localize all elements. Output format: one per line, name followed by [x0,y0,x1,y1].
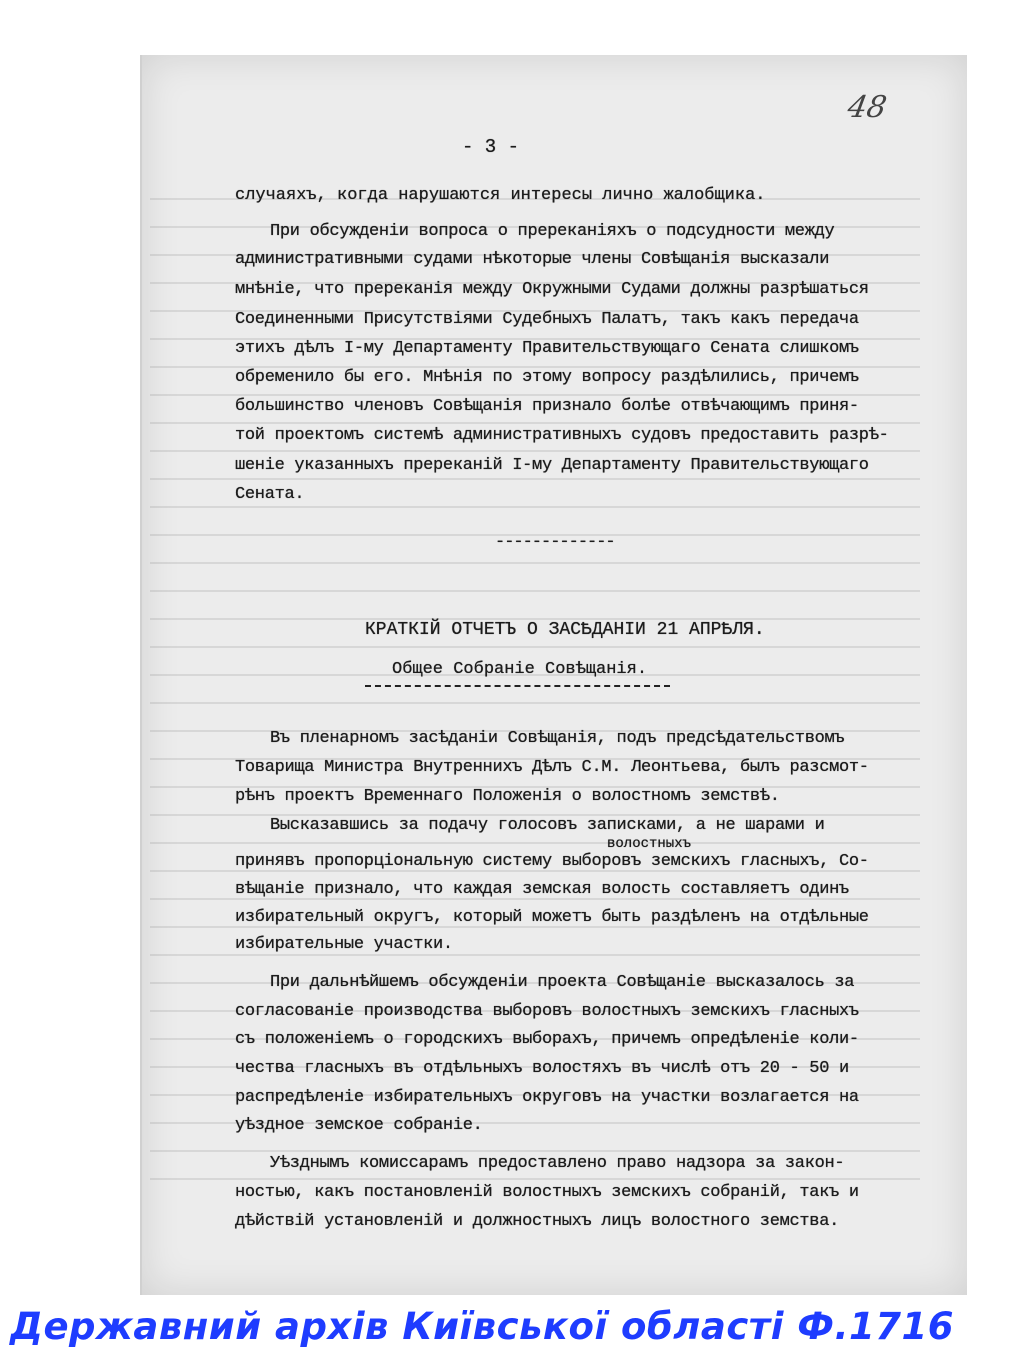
text-line: той проектомъ системѣ административныхъ судовъ предоставить разрѣ- [235,426,889,445]
text-line: съ положенiемъ о городскихъ выборахъ, причемъ опредѣленiе коли- [235,1030,859,1049]
text-line: Соединенными Присутствiями Судебныхъ Палатъ, такъ какъ передача [235,310,859,329]
text-line: согласованiе производства выборовъ волостныхъ земскихъ гласныхъ [235,1002,859,1021]
section-separator: ------------- [495,533,615,552]
text-line: Высказавшись за подачу голосовъ записками, а не шарами и [270,816,825,835]
text-line: шенiе указанныхъ пререканiй I-му Департаменту Правительствующаго [235,456,869,475]
opening-line: случаяхъ, когда нарушаются интересы лично жалобщика. [235,186,766,205]
text-line: чества гласныхъ въ отдѣльныхъ волостяхъ въ числѣ отъ 20 - 50 и [235,1059,849,1078]
text-line: избирательные участки. [235,935,453,954]
text-line: избирательный округъ, который можетъ быть раздѣленъ на отдѣльные [235,908,869,927]
text-line: При обсужденiи вопроса о пререканiяхъ о подсудности между [270,222,835,241]
archive-watermark: Державний архів Київської області Ф.1716 [10,1305,955,1348]
text-line: обременило бы его. Мнѣнiя по этому вопросу раздѣлились, причемъ [235,368,859,387]
text-line: уѣздное земское собранiе. [235,1116,483,1135]
text-line: вѣщанiе признало, что каждая земская волость составляетъ одинъ [235,880,849,899]
archive-folio-number: 48 [844,90,890,125]
text-line: Уѣзднымъ комиссарамъ предоставлено право надзора за закон- [270,1154,845,1173]
page-number: - 3 - [462,136,520,158]
text-line: Сената. [235,485,305,504]
text-line: Въ пленарномъ засѣданiи Совѣщанiя, подъ предсѣдательствомъ [270,729,845,748]
text-line: Товарища Министра Внутреннихъ Дѣлъ С.М. Леонтьева, былъ разсмот- [235,758,869,777]
subtitle-underline [365,685,670,687]
report-title: КРАТКIЙ ОТЧЕТЪ О ЗАСѢДАНIИ 21 АПРѢЛЯ. [365,620,765,640]
text-line: этихъ дѣлъ I-му Департаменту Правительствующаго Сената слишкомъ [235,339,859,358]
text-line: рѣнъ проектъ Временнаго Положенiя о волостномъ земствѣ. [235,787,780,806]
text-line: административными судами нѣкоторые члены Совѣщанiя высказали [235,250,830,269]
text-line: мнѣнiе, что пререканiя между Окружными Судами должны разрѣшаться [235,280,869,299]
text-line: дѣйствiй установленiй и должностныхъ лицъ волостного земства. [235,1212,840,1231]
text-line: большинство членовъ Совѣщанiя признало болѣе отвѣчающимъ приня- [235,397,859,416]
interlinear-insert: волостныхъ [607,836,692,852]
text-line: При дальнѣйшемъ обсужденiи проекта Совѣщанiе высказалось за [270,973,855,992]
text-line: ностью, какъ постановленiй волостныхъ земскихъ собранiй, такъ и [235,1183,859,1202]
report-subtitle: Общее Собранiе Совѣщанiя. [392,660,648,679]
text-line: распредѣленiе избирательныхъ округовъ на участки возлагается на [235,1088,859,1107]
text-line: принявъ пропорцiональную систему выборовъ земскихъ гласныхъ, Со- [235,852,869,871]
